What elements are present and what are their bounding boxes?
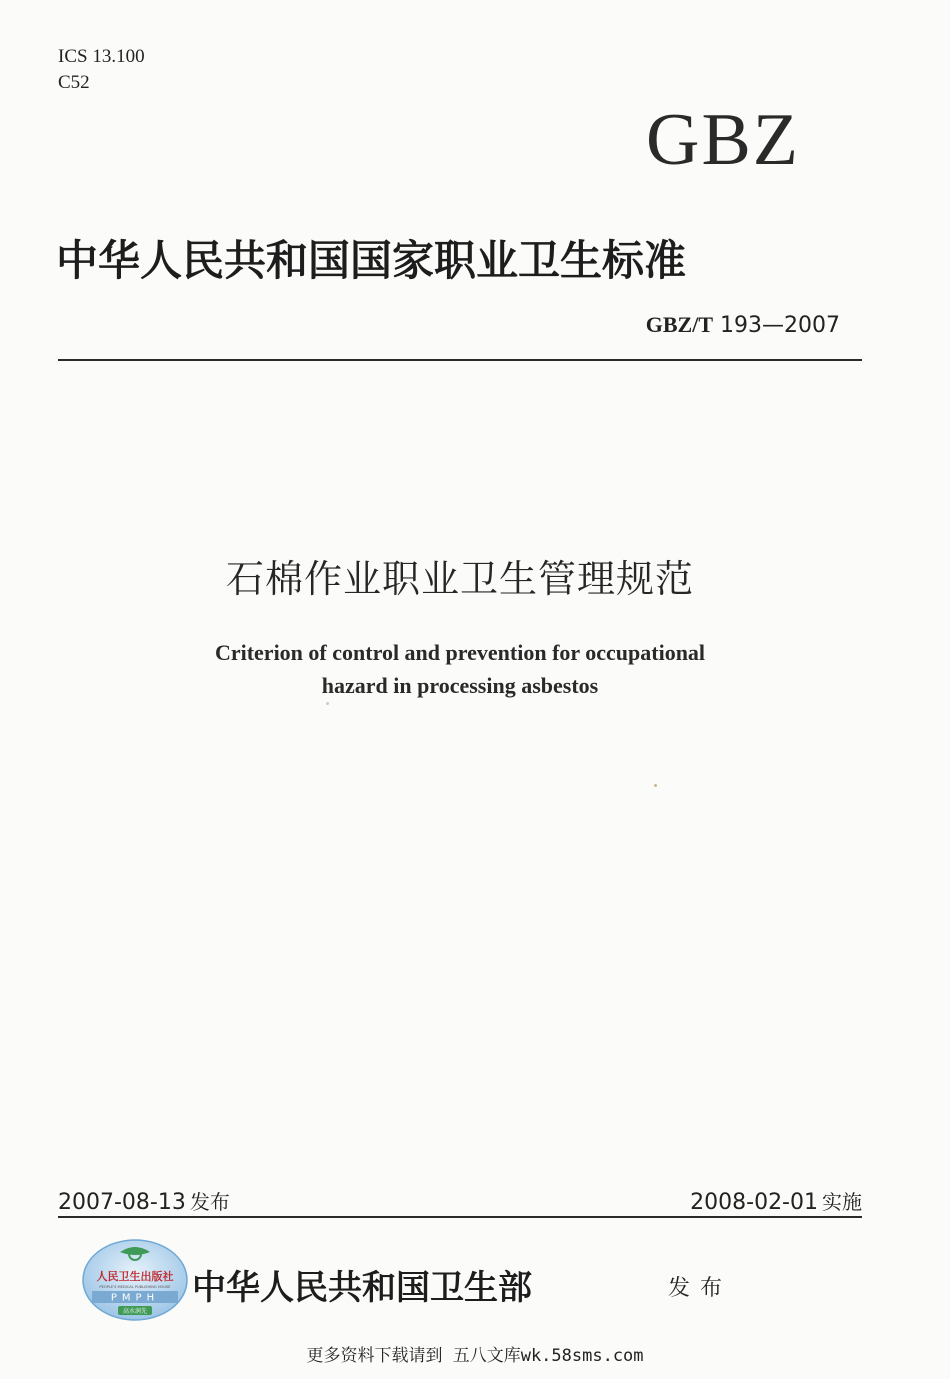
document-title-english-line2: hazard in processing asbestos [321, 673, 599, 698]
standard-code [646, 312, 840, 338]
document-title-english-line1: Criterion of control and prevention for occupational [214, 640, 706, 665]
issue-label: 发布 [189, 1190, 230, 1214]
download-footer-note: 更多资料下载请到 五八文库wk.58sms.com [306, 1346, 644, 1366]
classification-codes [58, 44, 145, 96]
paper-speck [326, 702, 329, 705]
standard-category-title: 中华人民共和国国家职业卫生标准 [56, 236, 687, 285]
issue-date: 2007-08-13 [58, 1190, 186, 1215]
document-title-english [0, 636, 920, 702]
svg-text:高水润先: 高水润先 [122, 1308, 148, 1315]
svg-text:PMPH: PMPH [110, 1292, 160, 1304]
issuing-action: 发布 [668, 1276, 733, 1301]
ccs-code: C52 [58, 72, 90, 93]
publisher-logo-icon [80, 1238, 190, 1322]
svg-text:人民卫生出版社: 人民卫生出版社 [96, 1270, 174, 1283]
standard-code-prefix: GBZ/T [645, 312, 714, 337]
svg-text:PEOPLE'S MEDICAL PUBLISHING HO: PEOPLE'S MEDICAL PUBLISHING HOUSE [99, 1285, 171, 1289]
implement-date: 2008-02-01 [690, 1190, 818, 1215]
issuing-authority: 中华人民共和国卫生部 [192, 1268, 532, 1308]
standard-code-number: 193—2007 [720, 313, 840, 338]
header-divider [58, 359, 862, 361]
footer-divider [58, 1216, 862, 1218]
document-title-chinese: 石棉作业职业卫生管理规范 [225, 557, 694, 601]
ics-code: ICS 13.100 [58, 46, 145, 67]
issue-date-block [58, 1186, 230, 1215]
paper-speck [654, 784, 657, 787]
implement-label: 实施 [822, 1190, 862, 1214]
gbz-series-logo: GBZ [646, 99, 800, 181]
implement-date-block [690, 1186, 862, 1215]
